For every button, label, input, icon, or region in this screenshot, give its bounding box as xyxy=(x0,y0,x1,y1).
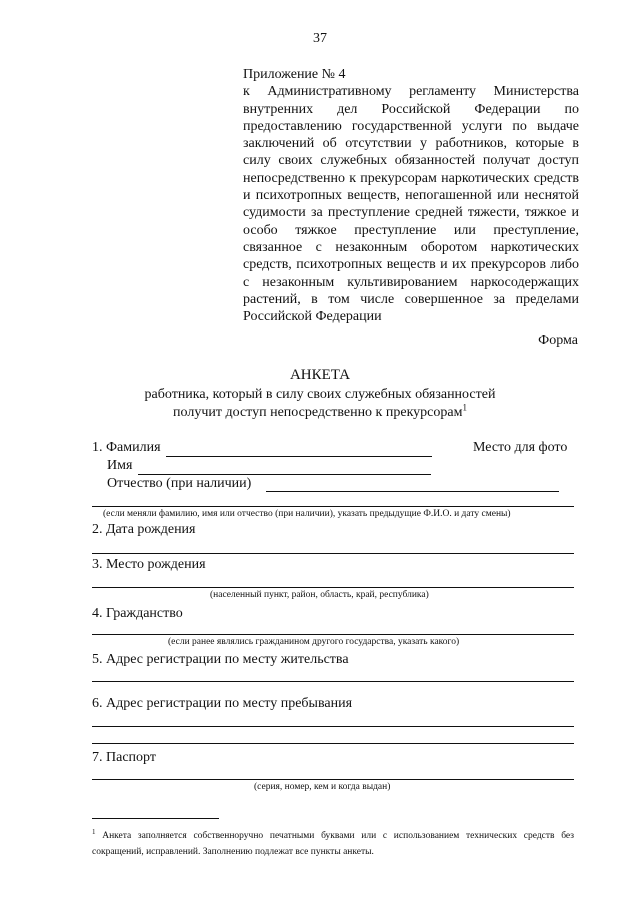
footnote xyxy=(92,824,574,860)
residence-address-field[interactable] xyxy=(92,681,574,682)
stay-address-field-2[interactable] xyxy=(92,743,574,744)
patronymic-label: Отчество (при наличии) xyxy=(107,476,252,491)
passport-field[interactable] xyxy=(92,779,574,780)
footnote-text: Анкета заполняется собственноручно печатными буквами или с использованием технических средств без сокращений, исправлений. Заполнению подлежат все пункты анкеты. xyxy=(92,831,574,858)
subtitle-line-1: работника, который в силу своих служебных обязанностей xyxy=(144,387,496,402)
footnote-divider xyxy=(92,818,219,819)
name-field[interactable] xyxy=(138,474,431,475)
surname-label: 1. Фамилия xyxy=(92,440,161,455)
birth-place-field[interactable] xyxy=(92,587,574,588)
footnote-mark: 1 xyxy=(462,401,467,412)
page-number: 37 xyxy=(313,31,327,46)
stay-address-field-1[interactable] xyxy=(92,726,574,727)
questionnaire-title: АНКЕТА xyxy=(289,367,351,383)
name-change-hint: (если меняли фамилию, имя или отчество (при наличии), указать предыдущие Ф.И.О. и дату смены) xyxy=(103,509,511,519)
appendix-header xyxy=(243,66,579,325)
birth-place-label: 3. Место рождения xyxy=(92,557,206,572)
name-change-field[interactable] xyxy=(92,506,574,507)
form-label: Форма xyxy=(538,333,578,348)
passport-hint: (серия, номер, кем и когда выдан) xyxy=(254,782,391,792)
birth-date-label: 2. Дата рождения xyxy=(92,522,196,537)
questionnaire-subtitle xyxy=(0,386,640,421)
birth-date-field[interactable] xyxy=(92,553,574,554)
citizenship-hint: (если ранее являлись гражданином другого государства, указать какого) xyxy=(168,637,460,647)
subtitle-line-2 xyxy=(0,401,640,422)
birth-place-hint: (населенный пункт, район, область, край, республика) xyxy=(210,590,429,600)
citizenship-label: 4. Гражданство xyxy=(92,606,183,621)
citizenship-field[interactable] xyxy=(92,634,574,635)
appendix-text: к Административному регламенту Министерства внутренних дел Российской Федерации по предоставлению государственной услуги по выдаче заключений об отсутствии у работников, которые в силу своих служебных обязанностей получат доступ непосредственно к прекурсорам наркотических средств и психотропных веществ, непогашенной или неснятой судимости за преступление средней тяжести, тяжкое и особо тяжкое преступление или преступление, связанное с незаконным оборотом наркотических средств, психотропных веществ и их прекурсоров либо с незаконным культивированием наркосодержащих растений, в том числе совершенное за пределами Российской Федерации xyxy=(243,84,579,325)
appendix-title: Приложение № 4 xyxy=(243,67,346,82)
passport-label: 7. Паспорт xyxy=(92,750,156,765)
residence-address-label: 5. Адрес регистрации по месту жительства xyxy=(92,652,349,667)
patronymic-field[interactable] xyxy=(266,491,559,492)
subtitle-line-2-text: получит доступ непосредственно к прекурсорам xyxy=(173,404,463,420)
name-label: Имя xyxy=(107,458,133,473)
surname-field[interactable] xyxy=(166,456,432,457)
stay-address-label: 6. Адрес регистрации по месту пребывания xyxy=(92,696,353,711)
photo-placeholder: Место для фото xyxy=(473,440,568,455)
footnote-number: 1 xyxy=(92,828,96,836)
